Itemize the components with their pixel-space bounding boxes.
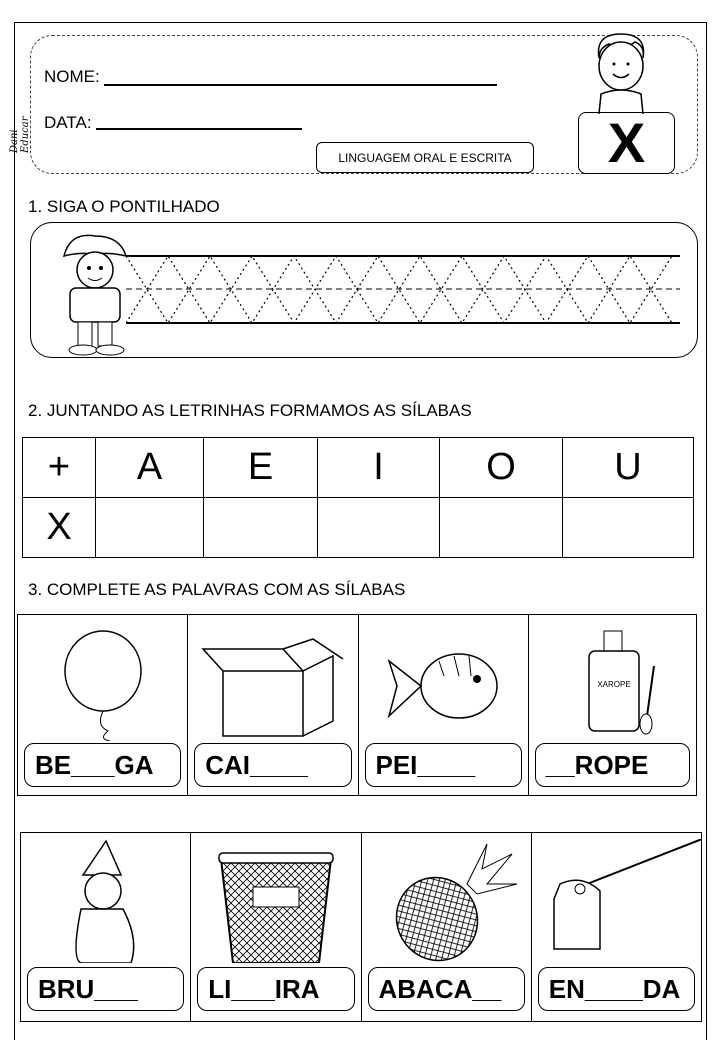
syrup-label: XAROPE [597,680,631,689]
word-field[interactable]: ABACA__ [368,967,525,1011]
boy-illustration [585,28,657,114]
section3-title: 3. COMPLETE AS PALAVRAS COM AS SÍLABAS [28,580,406,599]
word-field[interactable]: CAI____ [194,743,351,787]
hoe-icon [532,839,702,963]
word-card-fish [359,615,529,795]
vowel-o-cell: O [440,438,563,498]
tracing-lines[interactable] [126,252,682,328]
letter-box: X [578,112,675,174]
words-grid-row1 [17,614,697,796]
vowel-a-cell: A [96,438,204,498]
subject-tag: LINGUAGEM ORAL E ESCRITA [316,142,534,173]
date-label: DATA: [44,113,92,132]
trash-bin-icon [191,839,361,963]
word-card-balloon [18,615,188,795]
word-card-box [188,615,358,795]
section2-title: 2. JUNTANDO AS LETRINHAS FORMAMOS AS SÍLABAS [28,401,472,420]
word-card-trash [191,833,361,1021]
word-card-pineapple [362,833,532,1021]
vowel-u-cell: U [563,438,694,498]
word-field[interactable]: PEI____ [365,743,522,787]
signature: Dani Educar [9,116,31,153]
answer-xu-cell[interactable] [563,498,694,558]
word-field[interactable]: LI___IRA [197,967,354,1011]
table-row-x [23,498,694,558]
word-card-witch [21,833,191,1021]
section1-title: 1. SIGA O PONTILHADO [28,197,220,216]
answer-xi-cell[interactable] [318,498,440,558]
balloon-icon [18,621,188,741]
answer-xa-cell[interactable] [96,498,204,558]
syllable-table [22,437,694,558]
name-input-line[interactable] [104,84,497,86]
answer-xo-cell[interactable] [440,498,563,558]
fish-icon [359,621,529,741]
vowel-e-cell: E [204,438,318,498]
name-label: NOME: [44,67,100,86]
word-field[interactable]: __ROPE [535,743,690,787]
box-icon [188,621,358,741]
date-input-line[interactable] [96,128,302,130]
syrup-bottle-icon [529,621,697,741]
word-card-hoe [532,833,701,1021]
words-grid-row2 [20,832,702,1022]
table-row-header [23,438,694,498]
plus-cell: + [23,438,96,498]
letter-x-cell: X [23,498,96,558]
pineapple-icon [362,839,532,963]
word-field[interactable]: EN____DA [538,967,695,1011]
word-card-syrup [529,615,696,795]
vowel-i-cell: I [318,438,440,498]
word-field[interactable]: BE___GA [24,743,181,787]
answer-xe-cell[interactable] [204,498,318,558]
witch-icon [21,839,191,963]
word-field[interactable]: BRU___ [27,967,184,1011]
